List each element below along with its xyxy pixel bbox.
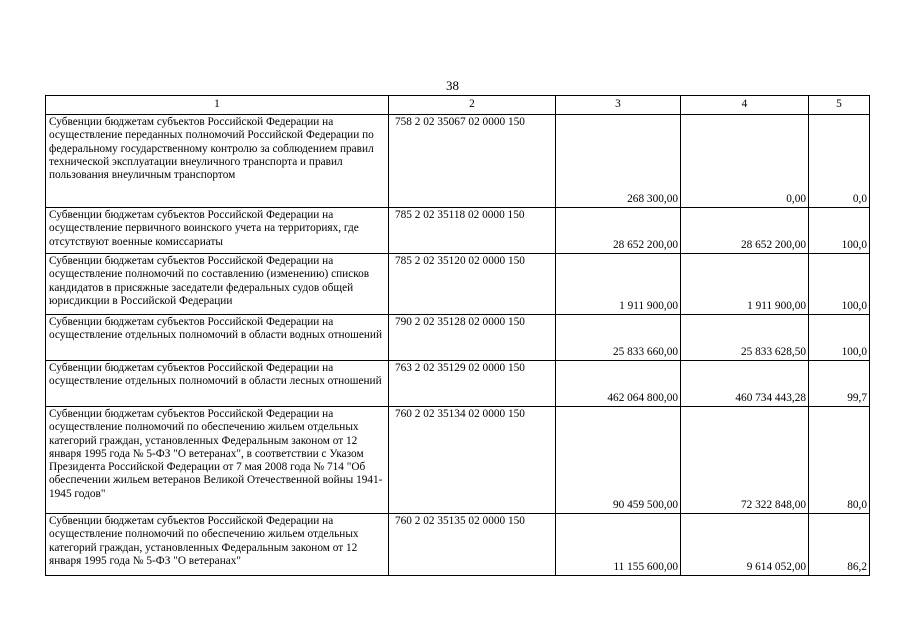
budget-table (45, 95, 870, 576)
actual-amount-cell: 72 322 848,00 (681, 407, 809, 514)
plan-amount-cell: 90 459 500,00 (556, 407, 681, 514)
budget-code-cell: 758 2 02 35067 02 0000 150 (389, 115, 556, 208)
column-header-name: 1 (46, 96, 389, 115)
plan-amount-cell: 1 911 900,00 (556, 254, 681, 315)
percent-cell: 100,0 (809, 208, 870, 254)
income-name-cell: Субвенции бюджетам субъектов Российской Федерации на осуществление первичного воинского учета на территориях, где отсутствуют военные комиссариаты (46, 208, 389, 254)
column-header-actual: 4 (681, 96, 809, 115)
percent-cell: 99,7 (809, 361, 870, 407)
table-row (46, 254, 870, 315)
budget-code-cell: 785 2 02 35120 02 0000 150 (389, 254, 556, 315)
actual-amount-cell: 460 734 443,28 (681, 361, 809, 407)
actual-amount-cell: 28 652 200,00 (681, 208, 809, 254)
budget-code-cell: 785 2 02 35118 02 0000 150 (389, 208, 556, 254)
income-name-cell: Субвенции бюджетам субъектов Российской Федерации на осуществление переданных полномочий Российской Федерации по федеральному государственному контролю за соблюдением правил технической эксплуатации внеуличного транспорта и правил пользования внеуличным транспортом (46, 115, 389, 208)
plan-amount-cell: 25 833 660,00 (556, 315, 681, 361)
actual-amount-cell: 0,00 (681, 115, 809, 208)
table-row (46, 407, 870, 514)
actual-amount-cell: 25 833 628,50 (681, 315, 809, 361)
percent-cell: 0,0 (809, 115, 870, 208)
percent-cell: 100,0 (809, 254, 870, 315)
column-header-percent: 5 (809, 96, 870, 115)
column-header-code: 2 (389, 96, 556, 115)
actual-amount-cell: 1 911 900,00 (681, 254, 809, 315)
table-row (46, 208, 870, 254)
table-row (46, 514, 870, 576)
plan-amount-cell: 28 652 200,00 (556, 208, 681, 254)
income-name-cell: Субвенции бюджетам субъектов Российской Федерации на осуществление полномочий по составлению (изменению) списков кандидатов в присяжные заседатели федеральных судов общей юрисдикции в Российской Федерации (46, 254, 389, 315)
plan-amount-cell: 11 155 600,00 (556, 514, 681, 576)
plan-amount-cell: 268 300,00 (556, 115, 681, 208)
budget-code-cell: 763 2 02 35129 02 0000 150 (389, 361, 556, 407)
table-row (46, 361, 870, 407)
column-header-plan: 3 (556, 96, 681, 115)
percent-cell: 80,0 (809, 407, 870, 514)
budget-code-cell: 760 2 02 35134 02 0000 150 (389, 407, 556, 514)
budget-code-cell: 790 2 02 35128 02 0000 150 (389, 315, 556, 361)
plan-amount-cell: 462 064 800,00 (556, 361, 681, 407)
actual-amount-cell: 9 614 052,00 (681, 514, 809, 576)
table-row (46, 315, 870, 361)
income-name-cell: Субвенции бюджетам субъектов Российской Федерации на осуществление отдельных полномочий в области водных отношений (46, 315, 389, 361)
table-row (46, 115, 870, 208)
income-name-cell: Субвенции бюджетам субъектов Российской Федерации на осуществление отдельных полномочий в области лесных отношений (46, 361, 389, 407)
budget-code-cell: 760 2 02 35135 02 0000 150 (389, 514, 556, 576)
page-number: 38 (446, 78, 459, 93)
percent-cell: 86,2 (809, 514, 870, 576)
income-name-cell: Субвенции бюджетам субъектов Российской Федерации на осуществление полномочий по обеспечению жильем отдельных категорий граждан, установленных Федеральным законом от 12 января 1995 года № 5-ФЗ "О ветеранах" (46, 514, 389, 576)
income-name-cell: Субвенции бюджетам субъектов Российской Федерации на осуществление полномочий по обеспечению жильем отдельных категорий граждан, установленных Федеральным законом от 12 января 1995 года № 5-ФЗ "О ветеранах", в соответствии с Указом Президента Российской Федерации от 7 мая 2008 года № 714 "Об обеспечении жильем ветеранов Великой Отечественной войны 1941-1945 годов" (46, 407, 389, 514)
table-header-row (46, 96, 870, 115)
percent-cell: 100,0 (809, 315, 870, 361)
